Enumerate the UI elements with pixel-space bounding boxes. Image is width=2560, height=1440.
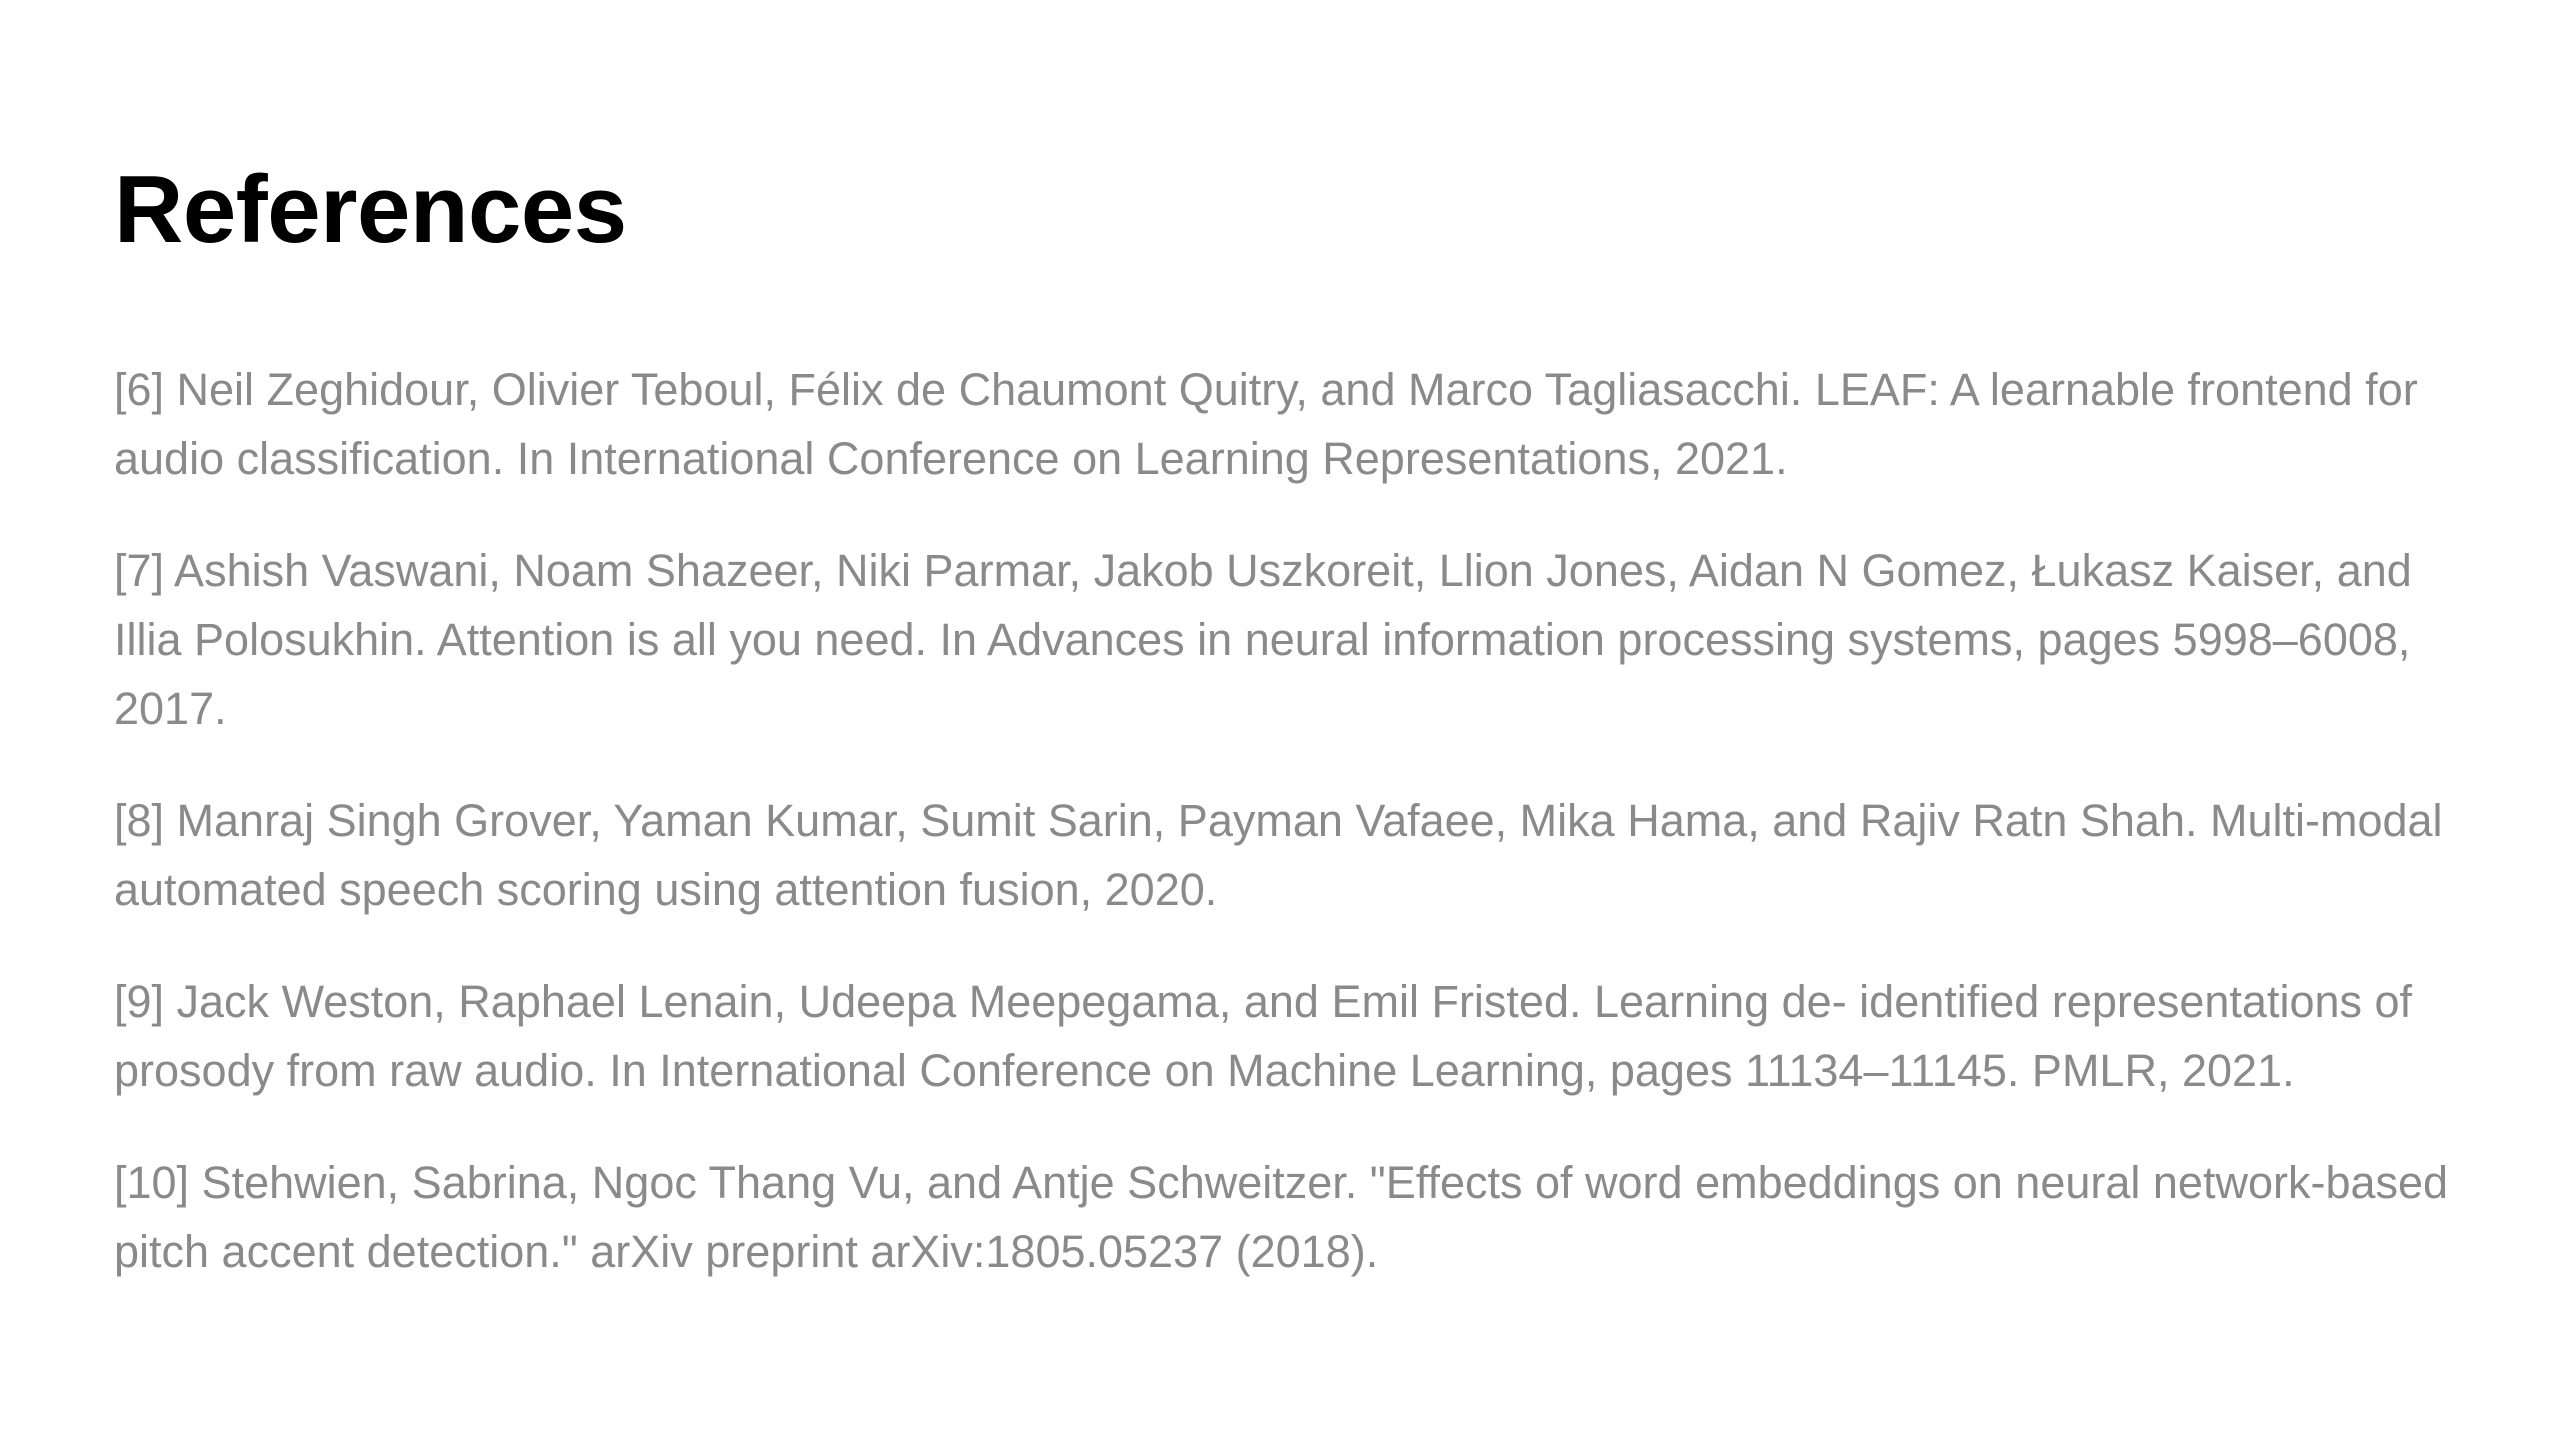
reference-item: [10] Stehwien, Sabrina, Ngoc Thang Vu, and Antje Schweitzer. "Effects of word embeddings on neural network-based pitch accent detection." arXiv preprint arXiv:1805.05237 (2018). xyxy=(114,1157,2449,1277)
reference-item: [8] Manraj Singh Grover, Yaman Kumar, Sumit Sarin, Payman Vafaee, Mika Hama, and Rajiv Ratn Shah. Multi-modal automated speech scoring using attention fusion, 2020. xyxy=(114,795,2443,915)
page-title: References xyxy=(114,156,627,263)
reference-item: [6] Neil Zeghidour, Olivier Teboul, Félix de Chaumont Quitry, and Marco Tagliasacchi. LEAF: A learnable frontend for audio classification. In International Conference on Learning Representations, 2021. xyxy=(114,364,2418,484)
reference-item: [9] Jack Weston, Raphael Lenain, Udeepa Meepegama, and Emil Fristed. Learning de- identified representations of prosody from raw audio. In International Conference on Machine Learning, pages 11134–11145. PMLR, 2021. xyxy=(114,976,2413,1096)
reference-list xyxy=(114,355,2464,1329)
reference-item: [7] Ashish Vaswani, Noam Shazeer, Niki Parmar, Jakob Uszkoreit, Llion Jones, Aidan N Gomez, Łukasz Kaiser, and Illia Polosukhin. Attention is all you need. In Advances in neural information processing systems, pages 5998–6008, 2017. xyxy=(114,545,2412,734)
